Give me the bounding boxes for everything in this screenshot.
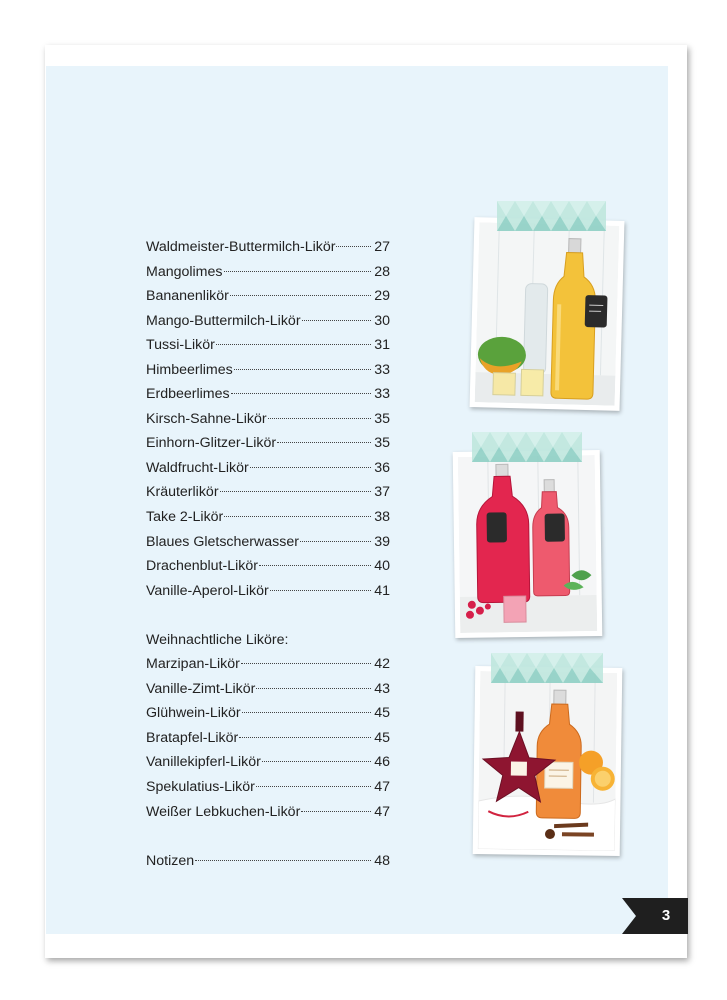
paper-label-icon xyxy=(545,762,573,788)
toc-entry-title: Tussi-Likör xyxy=(146,337,215,354)
photo-aperol-liqueur xyxy=(473,666,623,856)
toc-entry-page: 33 xyxy=(374,386,390,403)
toc-entry-page: 27 xyxy=(374,239,390,255)
dot-leader xyxy=(300,541,371,542)
dot-leader xyxy=(336,246,371,247)
toc-section-heading: Weihnachtliche Liköre: xyxy=(146,631,289,648)
table-of-contents xyxy=(146,235,390,873)
toc-entry-page: 43 xyxy=(374,680,390,697)
toc-entry-title: Mangolimes xyxy=(146,263,223,280)
toc-entry-title: Vanille-Zimt-Likör xyxy=(146,680,256,697)
toc-entry xyxy=(146,333,390,358)
berry-liqueur-illustration xyxy=(458,455,597,633)
toc-entry-title: Kirsch-Sahne-Likör xyxy=(146,410,267,427)
toc-entry-title: Waldfrucht-Likör xyxy=(146,459,249,476)
toc-spacer xyxy=(146,824,390,849)
dot-leader xyxy=(302,320,371,321)
toc-entry-notes xyxy=(146,849,390,874)
dot-leader xyxy=(216,344,371,345)
toc-entry-page: 47 xyxy=(374,803,390,820)
photo-berry-liqueur xyxy=(453,450,603,638)
toc-entry-title: Spekulatius-Likör xyxy=(146,779,255,796)
toc-entry-page: 41 xyxy=(374,582,390,599)
dot-leader xyxy=(256,688,371,689)
toc-entry-title: Himbeerlimes xyxy=(146,361,233,378)
toc-entry-title: Marzipan-Likör xyxy=(146,656,240,673)
dot-leader xyxy=(259,565,371,566)
toc-entry-page: 40 xyxy=(374,558,390,575)
aperol-liqueur-illustration xyxy=(478,671,617,851)
toc-entry-page: 42 xyxy=(374,656,390,673)
toc-entry xyxy=(146,701,390,726)
dot-leader xyxy=(230,295,371,296)
toc-entry-page: 47 xyxy=(374,779,390,796)
toc-entry xyxy=(146,382,390,407)
toc-entry xyxy=(146,554,390,579)
washi-tape xyxy=(491,653,603,683)
dot-leader xyxy=(239,737,371,738)
toc-entry-title: Vanille-Aperol-Likör xyxy=(146,582,269,599)
toc-entry-title: Einhorn-Glitzer-Likör xyxy=(146,435,277,452)
toc-entry-title: Glühwein-Likör xyxy=(146,705,241,722)
dot-leader xyxy=(224,271,372,272)
toc-entry-page: 29 xyxy=(374,288,390,305)
toc-entry-page: 45 xyxy=(374,729,390,746)
dot-leader xyxy=(270,590,371,591)
toc-entry-page: 36 xyxy=(374,459,390,476)
toc-entry xyxy=(146,284,390,309)
toc-entry-title: Waldmeister-Buttermilch-Likör xyxy=(146,239,336,255)
toc-entry-page: 30 xyxy=(374,312,390,329)
dot-leader xyxy=(256,786,371,787)
dot-leader xyxy=(234,369,371,370)
dot-leader xyxy=(224,516,371,517)
toc-entry-page: 39 xyxy=(374,533,390,550)
toc-entry xyxy=(146,260,390,285)
dot-leader xyxy=(220,491,371,492)
page-number: 3 xyxy=(661,907,671,924)
toc-entry-page: 46 xyxy=(374,754,390,771)
toc-entry-page: 48 xyxy=(374,852,390,869)
toc-entry xyxy=(146,750,390,775)
dot-leader xyxy=(241,663,371,664)
toc-entry xyxy=(146,652,390,677)
toc-entry-page: 28 xyxy=(374,263,390,280)
toc-entry-title: Take 2-Likör xyxy=(146,509,224,526)
dot-leader xyxy=(231,393,371,394)
toc-entry xyxy=(146,677,390,702)
toc-entry xyxy=(146,407,390,432)
toc-entry-title: Blaues Gletscherwasser xyxy=(146,533,299,550)
toc-entry-title: Drachenblut-Likör xyxy=(146,558,258,575)
toc-entry-title: Notizen xyxy=(146,852,195,869)
washi-tape xyxy=(497,201,606,231)
toc-entry-page: 35 xyxy=(374,410,390,427)
toc-entry xyxy=(146,775,390,800)
toc-entry xyxy=(146,579,390,604)
toc-entry-title: Erdbeerlimes xyxy=(146,386,230,403)
toc-entry xyxy=(146,456,390,481)
mango-liqueur-illustration xyxy=(475,222,620,406)
toc-entry-title: Mango-Buttermilch-Likör xyxy=(146,312,301,329)
toc-entry-page: 33 xyxy=(374,361,390,378)
toc-entry xyxy=(146,480,390,505)
photo-mango-liqueur xyxy=(470,217,625,411)
toc-entry-page: 37 xyxy=(374,484,390,501)
dot-leader xyxy=(195,860,371,861)
chalkboard-tag-icon xyxy=(585,295,608,328)
toc-entry-page: 45 xyxy=(374,705,390,722)
toc-entry-page: 35 xyxy=(374,435,390,452)
page-number-tab xyxy=(622,898,688,934)
toc-spacer xyxy=(146,603,390,628)
toc-entry-title: Vanillekipferl-Likör xyxy=(146,754,261,771)
dot-leader xyxy=(268,418,371,419)
dot-leader xyxy=(277,442,371,443)
dot-leader xyxy=(301,811,371,812)
toc-entry xyxy=(146,309,390,334)
toc-entry-title: Weißer Lebkuchen-Likör xyxy=(146,803,301,820)
toc-entry xyxy=(146,235,390,260)
dot-leader xyxy=(250,467,371,468)
dot-leader xyxy=(262,761,371,762)
toc-entry xyxy=(146,431,390,456)
toc-entry-title: Kräuterlikör xyxy=(146,484,219,501)
toc-entry-page: 38 xyxy=(374,509,390,526)
toc-entry-title: Bratapfel-Likör xyxy=(146,729,239,746)
toc-entry xyxy=(146,505,390,530)
toc-entry xyxy=(146,358,390,383)
toc-entry xyxy=(146,530,390,555)
toc-entry xyxy=(146,800,390,825)
toc-entry-title: Bananenlikör xyxy=(146,288,229,305)
washi-tape xyxy=(472,432,582,462)
toc-entry-page: 31 xyxy=(374,337,390,354)
dot-leader xyxy=(242,712,371,713)
toc-entry xyxy=(146,726,390,751)
